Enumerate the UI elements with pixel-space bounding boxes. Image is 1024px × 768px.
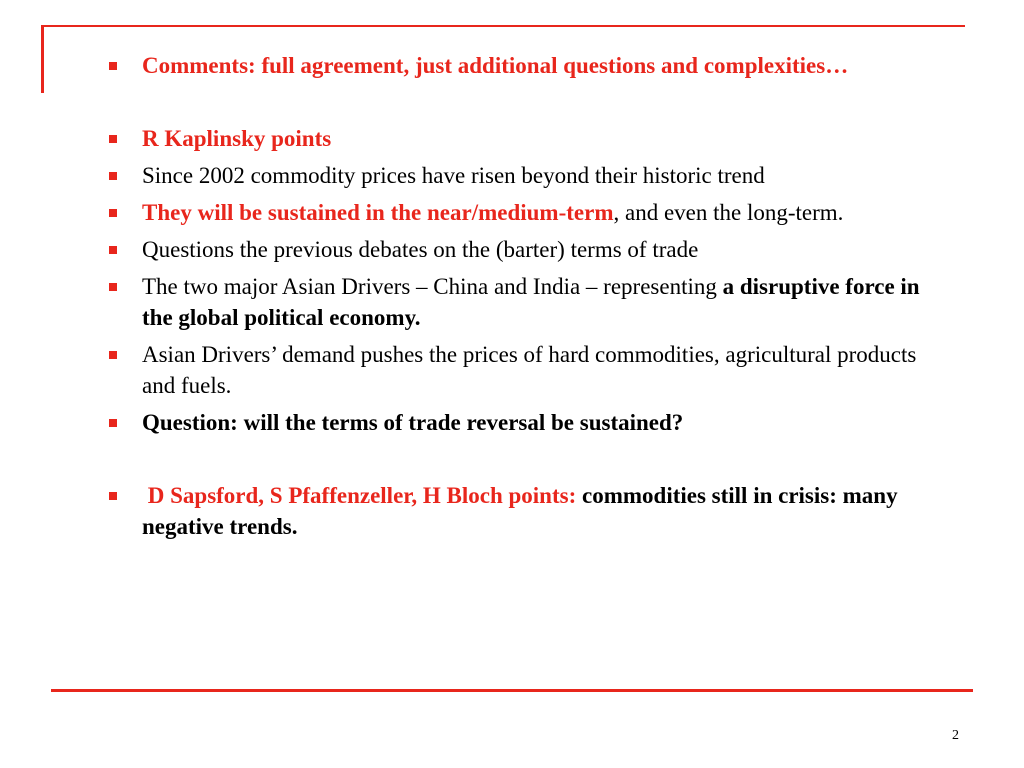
frame-left-rule (41, 25, 44, 93)
square-bullet-icon (109, 492, 117, 500)
bullet-segment: The two major Asian Drivers – China and India – representing (142, 274, 723, 299)
frame-bottom-rule (51, 689, 973, 692)
bullet-sustained (100, 197, 930, 228)
bullet-list (100, 50, 930, 548)
bullet-sapsford (100, 480, 930, 542)
square-bullet-icon (109, 246, 117, 254)
square-bullet-icon (109, 419, 117, 427)
page-number: 2 (952, 728, 959, 743)
bullet-kaplinsky-heading (100, 123, 930, 154)
square-bullet-icon (109, 62, 117, 70)
square-bullet-icon (109, 135, 117, 143)
bullet-prices-risen (100, 160, 930, 191)
bullet-segment: Questions the previous debates on the (barter) terms of trade (142, 237, 699, 262)
bullet-segment: Question: will the terms of trade reversal be sustained? (142, 410, 684, 435)
bullet-segment: a disruptive force in the global political economy. (142, 274, 920, 330)
bullet-segment: They will be sustained in the near/medium-term (142, 200, 614, 225)
square-bullet-icon (109, 351, 117, 359)
bullet-question (100, 407, 930, 438)
bullet-demand-pushes (100, 339, 930, 401)
bullet-comments (100, 50, 930, 81)
bullet-asian-drivers (100, 271, 930, 333)
bullet-segment: R Kaplinsky points (142, 126, 332, 151)
square-bullet-icon (109, 283, 117, 291)
bullet-segment: Asian Drivers’ demand pushes the prices of hard commodities, agricultural products and fuels. (142, 342, 917, 398)
square-bullet-icon (109, 209, 117, 217)
bullet-terms-of-trade (100, 234, 930, 265)
bullet-segment: , and even the long-term. (613, 200, 844, 225)
square-bullet-icon (109, 172, 117, 180)
bullet-segment: D Sapsford, S Pfaffenzeller, H Bloch points: (142, 483, 582, 508)
bullet-segment: Since 2002 commodity prices have risen beyond their historic trend (142, 163, 765, 188)
bullet-segment: Comments: full agreement, just additional questions and complexities… (142, 53, 849, 78)
bullet-segment: commodities still in crisis: many negative trends. (142, 483, 898, 539)
frame-top-rule (41, 25, 965, 27)
